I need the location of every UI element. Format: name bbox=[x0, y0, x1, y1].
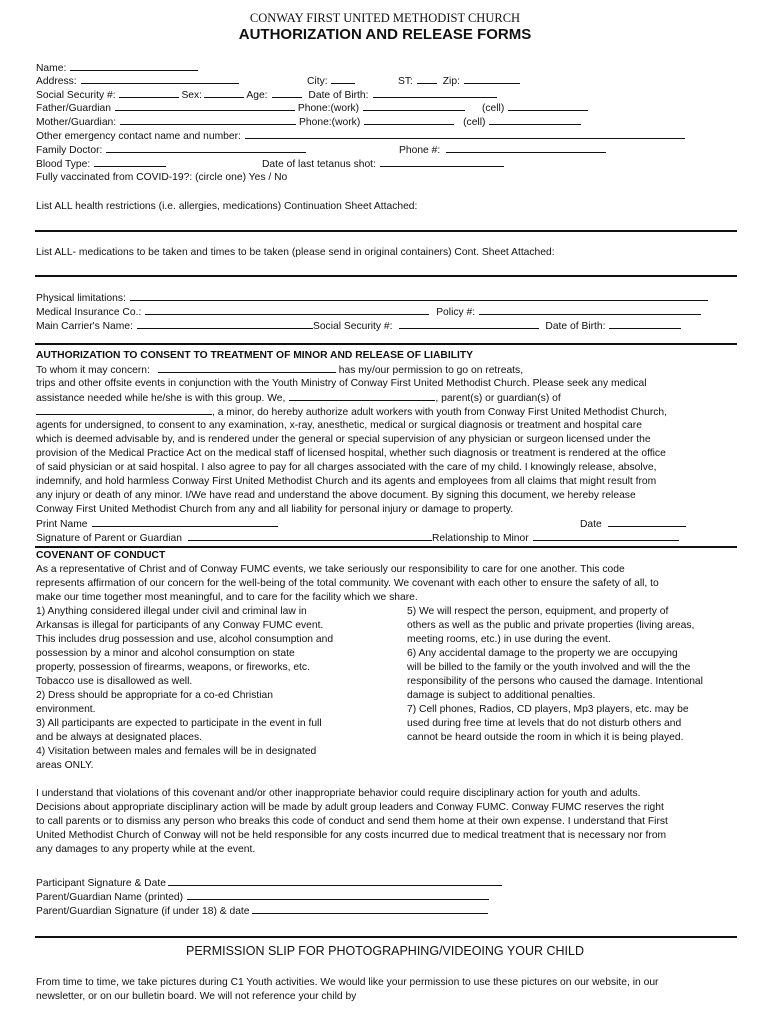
policy-field[interactable] bbox=[479, 305, 701, 315]
photo-line-1: From time to time, we take pictures during C1 Youth activities. We would like your permission to use these pictures on our website, in our bbox=[36, 977, 659, 988]
covenant-item: 3) All participants are expected to participate in the event in full bbox=[36, 718, 322, 729]
sex-label: Sex: bbox=[181, 90, 203, 101]
insurance-label: Medical Insurance Co.: bbox=[36, 307, 142, 318]
auth-line-7: provision of the Medical Practice Act on the medical staff of licensed hospital, whether such diagnosis or treatment is rendered at the office bbox=[36, 448, 666, 459]
medications-label: List ALL- medications to be taken and times to be taken (please send in original containers) Cont. Sheet Attached: bbox=[36, 247, 555, 258]
signature-field[interactable] bbox=[188, 531, 432, 541]
covenant-heading: COVENANT OF CONDUCT bbox=[36, 550, 166, 561]
closing-line: any damages to any property while at the event. bbox=[36, 844, 256, 855]
auth-text: has my/our permission to go on retreats, bbox=[338, 365, 524, 376]
covenant-right-column bbox=[407, 605, 703, 745]
auth-text: , parent(s) or guardian(s) of bbox=[435, 393, 561, 404]
auth-line-11: Conway First United Methodist Church from any and all liability for personal injury or damage to property. bbox=[36, 504, 514, 515]
carrier-ssn-field[interactable] bbox=[399, 319, 539, 329]
address-row bbox=[36, 74, 239, 89]
auth-line-4 bbox=[36, 405, 667, 420]
father-row bbox=[36, 101, 588, 116]
state-row bbox=[398, 74, 520, 89]
mother-label: Mother/Guardian: bbox=[36, 117, 117, 128]
section-divider bbox=[35, 343, 737, 345]
age-field[interactable] bbox=[272, 88, 302, 98]
form-title: AUTHORIZATION AND RELEASE FORMS bbox=[238, 26, 532, 43]
name-label: Name: bbox=[36, 63, 67, 74]
photo-heading: PERMISSION SLIP FOR PHOTOGRAPHING/VIDEOING YOUR CHILD bbox=[186, 944, 584, 958]
blood-field[interactable] bbox=[94, 157, 166, 167]
auth-date-row bbox=[580, 517, 686, 532]
covenant-item: responsibility of the persons who caused the damage. Intentional bbox=[407, 676, 703, 687]
closing-line: to call parents or to dismiss any person who breaks this code of conduct and send them home at their own expense. I understand that First bbox=[36, 816, 668, 827]
participant-signature-label: Participant Signature & Date bbox=[36, 878, 166, 889]
mother-phone-field[interactable] bbox=[364, 115, 454, 125]
father-cell-field[interactable] bbox=[508, 101, 588, 111]
doctor-label: Family Doctor: bbox=[36, 145, 103, 156]
zip-field[interactable] bbox=[464, 74, 520, 84]
section-divider bbox=[35, 230, 737, 232]
covenant-item: areas ONLY. bbox=[36, 760, 94, 771]
covenant-item: others as well as the public and private properties (living areas, bbox=[407, 620, 695, 631]
father-label: Father/Guardian bbox=[36, 103, 111, 114]
closing-line: United Methodist Church of Conway will not be held responsible for any costs incurred due to medical treatment that is necessary nor from bbox=[36, 830, 667, 841]
physical-row bbox=[36, 291, 708, 306]
insurance-row bbox=[36, 305, 701, 320]
covenant-item: environment. bbox=[36, 704, 96, 715]
covenant-left-column bbox=[36, 605, 333, 773]
signature-label: Signature of Parent or Guardian bbox=[36, 533, 182, 544]
minor-name-field[interactable] bbox=[158, 363, 336, 373]
emergency-label: Other emergency contact name and number: bbox=[36, 131, 241, 142]
parent-name-row bbox=[36, 890, 489, 905]
auth-line-2: trips and other offsite events in conjunction with the Youth Ministry of Conway First United Methodist Church. Please seek any medical bbox=[36, 378, 647, 389]
covenant-item: This includes drug possession and use, alcohol consumption and bbox=[36, 634, 334, 645]
tetanus-label: Date of last tetanus shot: bbox=[262, 159, 376, 170]
covenant-item: damage is subject to additional penalties. bbox=[407, 690, 596, 701]
mother-phone-label: Phone:(work) bbox=[299, 117, 361, 128]
emergency-field[interactable] bbox=[245, 129, 685, 139]
auth-line-6: which is deemed advisable by, and is rendered under the general or special supervision of any physician or surgeon licensed under the bbox=[36, 434, 651, 445]
mother-field[interactable] bbox=[120, 115, 296, 125]
covenant-intro-2: represents affirmation of our concern for the well-being of the total community. We covenant with each other to ensure the safety of all, to bbox=[36, 578, 659, 589]
parent-signature-row bbox=[36, 904, 488, 919]
closing-line: Decisions about appropriate disciplinary action will be made by adult group leaders and Conway FUMC. Conway FUMC reserves the right bbox=[36, 802, 664, 813]
doctor-phone-field[interactable] bbox=[446, 143, 606, 153]
relationship-field[interactable] bbox=[533, 531, 679, 541]
tetanus-row bbox=[262, 157, 504, 172]
tetanus-field[interactable] bbox=[380, 157, 504, 167]
print-name-label: Print Name bbox=[36, 519, 88, 530]
carrier-dob-label: Date of Birth: bbox=[545, 321, 606, 332]
auth-text: assistance needed while he/she is with this group. We, bbox=[36, 393, 286, 404]
covenant-item: cannot be heard outside the room in which it is being played. bbox=[407, 732, 684, 743]
sex-field[interactable] bbox=[204, 88, 244, 98]
signature-row bbox=[36, 531, 679, 546]
carrier-label: Main Carrier's Name: bbox=[36, 321, 133, 332]
covenant-item: 6) Any accidental damage to the property we are occupying bbox=[407, 648, 678, 659]
father-phone-label: Phone:(work) bbox=[297, 103, 360, 114]
covenant-closing bbox=[36, 787, 668, 857]
health-restrictions-label: List ALL health restrictions (i.e. allergies, medications) Continuation Sheet Attached: bbox=[36, 201, 418, 212]
parent-signature-label: Parent/Guardian Signature (if under 18) & date bbox=[36, 906, 250, 917]
father-cell-label: (cell) bbox=[481, 103, 505, 114]
section-divider bbox=[35, 275, 737, 277]
doctor-phone-label: Phone #: bbox=[399, 145, 441, 156]
policy-label: Policy #: bbox=[436, 307, 476, 318]
covenant-item: meeting rooms, etc.) in use during the event. bbox=[407, 634, 611, 645]
covenant-item: 2) Dress should be appropriate for a co-ed Christian bbox=[36, 690, 273, 701]
blood-label: Blood Type: bbox=[36, 159, 91, 170]
parent-signature-field[interactable] bbox=[252, 904, 488, 914]
auth-line-3 bbox=[36, 391, 561, 406]
father-phone-field[interactable] bbox=[363, 101, 465, 111]
carrier-field[interactable] bbox=[137, 319, 313, 329]
covenant-item: possession by a minor and alcohol consumption on state bbox=[36, 648, 295, 659]
photo-line-2: newsletter, or on our bulletin board. We will not reference your child by bbox=[36, 991, 357, 1002]
doctor-phone-row bbox=[399, 143, 606, 158]
covenant-item: 1) Anything considered illegal under civil and criminal law in bbox=[36, 606, 307, 617]
covenant-item: will be billed to the family or the youth involved and will the the bbox=[407, 662, 691, 673]
ssn-field[interactable] bbox=[119, 88, 179, 98]
dob-label: Date of Birth: bbox=[308, 90, 369, 101]
carrier-dob-field[interactable] bbox=[609, 319, 681, 329]
address-label: Address: bbox=[36, 76, 77, 87]
auth-line-8: of said physician or at said hospital. I also agree to pay for all charges associated with the care of my child. I knowingly release, absolve, bbox=[36, 462, 657, 473]
carrier-ssn-label: Social Security #: bbox=[312, 321, 393, 332]
covenant-item: and be always at designated places. bbox=[36, 732, 203, 743]
state-field[interactable] bbox=[417, 74, 437, 84]
auth-line-1 bbox=[36, 363, 523, 378]
blood-row bbox=[36, 157, 166, 172]
auth-date-label: Date bbox=[580, 519, 602, 530]
auth-date-field[interactable] bbox=[608, 517, 686, 527]
city-label: City: bbox=[307, 76, 328, 87]
closing-line: I understand that violations of this covenant and/or other inappropriate behavior could require disciplinary action for youth and adults. bbox=[36, 788, 641, 799]
parent-name-label: Parent/Guardian Name (printed) bbox=[36, 892, 184, 903]
physical-label: Physical limitations: bbox=[36, 293, 126, 304]
auth-line-10: any injury or death of any minor. I/We have read and understand the above document. By signing this document, we hereby release bbox=[36, 490, 636, 501]
participant-signature-row bbox=[36, 876, 502, 891]
covenant-intro-3: make our time together most meaningful, and to care for the facility which we share. bbox=[36, 592, 418, 603]
covenant-item: property, possession of firearms, weapons, or fireworks, etc. bbox=[36, 662, 310, 673]
auth-text: To whom it may concern: bbox=[36, 365, 150, 376]
auth-line-9: indemnify, and hold harmless Conway First United Methodist Church and its agents and employees from all claims that might result from bbox=[36, 476, 657, 487]
emergency-row bbox=[36, 129, 685, 144]
parent-name-field[interactable] bbox=[289, 391, 435, 401]
covenant-item: 7) Cell phones, Radios, CD players, Mp3 players, etc. may be bbox=[407, 704, 689, 715]
authorization-heading: AUTHORIZATION TO CONSENT TO TREATMENT OF MINOR AND RELEASE OF LIABILITY bbox=[36, 350, 474, 361]
auth-text: , a minor, do hereby authorize adult workers with youth from Conway First United Methodist Church, bbox=[212, 407, 667, 418]
mother-row bbox=[36, 115, 581, 130]
address-field[interactable] bbox=[81, 74, 239, 84]
father-field[interactable] bbox=[115, 101, 295, 111]
city-row bbox=[307, 74, 355, 89]
relationship-label: Relationship to Minor bbox=[431, 533, 529, 544]
city-field[interactable] bbox=[331, 74, 355, 84]
parent-name-printed-field[interactable] bbox=[187, 890, 489, 900]
covid-question: Fully vaccinated from COVID-19?: (circle one) Yes / No bbox=[36, 172, 288, 183]
insurance-field[interactable] bbox=[145, 305, 429, 315]
print-name-field[interactable] bbox=[92, 517, 278, 527]
covenant-item: 5) We will respect the person, equipment, and property of bbox=[407, 606, 669, 617]
covenant-item: Tobacco use is disallowed as well. bbox=[36, 676, 193, 687]
state-label: ST: bbox=[398, 76, 413, 87]
name-field[interactable] bbox=[70, 61, 198, 71]
carrier-row bbox=[36, 319, 681, 334]
church-name: CONWAY FIRST UNITED METHODIST CHURCH bbox=[249, 11, 521, 25]
age-label: Age: bbox=[246, 90, 268, 101]
auth-line-5: agents for undersigned, to consent to any examination, x-ray, anesthetic, medical or surgical diagnosis or treatment and hospital care bbox=[36, 420, 642, 431]
covenant-item: used during free time at levels that do not disturb others and bbox=[407, 718, 682, 729]
covenant-item: Arkansas is illegal for participants of any Conway FUMC event. bbox=[36, 620, 324, 631]
covenant-item: 4) Visitation between males and females will be in designated bbox=[36, 746, 317, 757]
doctor-row bbox=[36, 143, 306, 158]
dob-field[interactable] bbox=[373, 88, 497, 98]
section-divider bbox=[35, 546, 737, 548]
minor-field[interactable] bbox=[36, 405, 212, 415]
zip-label: Zip: bbox=[442, 76, 460, 87]
section-divider bbox=[35, 936, 737, 938]
ssn-label: Social Security #: bbox=[36, 90, 116, 101]
participant-signature-field[interactable] bbox=[168, 876, 502, 886]
print-name-row bbox=[36, 517, 278, 532]
doctor-field[interactable] bbox=[106, 143, 306, 153]
mother-cell-label: (cell) bbox=[463, 117, 486, 128]
covenant-intro-1: As a representative of Christ and of Conway FUMC events, we take seriously our responsibility to care for one another. This code bbox=[36, 564, 625, 575]
physical-field[interactable] bbox=[130, 291, 708, 301]
mother-cell-field[interactable] bbox=[489, 115, 581, 125]
